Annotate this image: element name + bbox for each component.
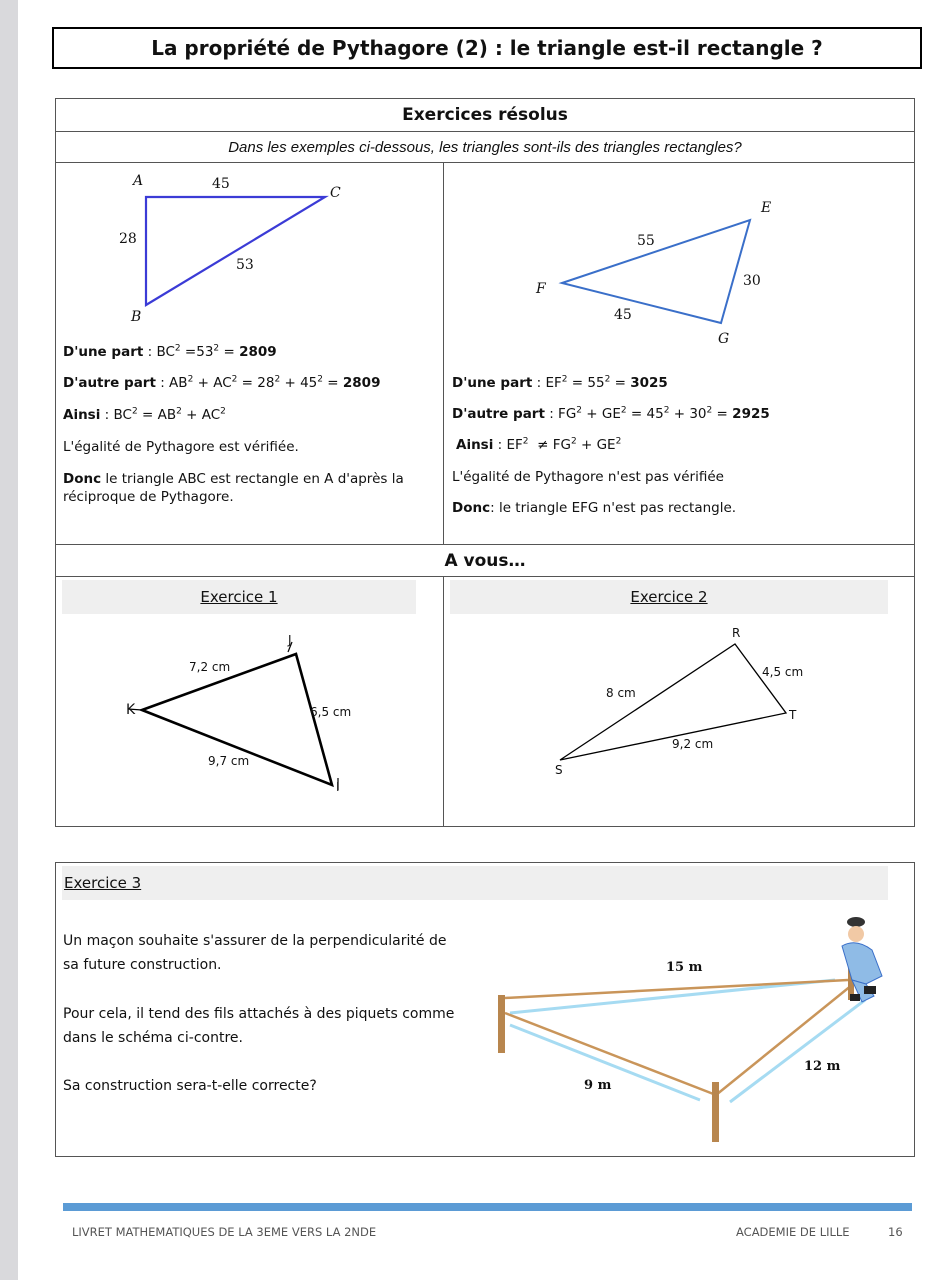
label-F: F — [536, 281, 546, 297]
arrow-15m — [510, 980, 835, 1013]
footer-right: ACADEMIE DE LILLE — [736, 1225, 850, 1239]
label-sr: 8 cm — [606, 686, 636, 700]
ex3-paragraph-1: Un maçon souhaite s'assurer de la perpendicularité de sa future construction. — [63, 933, 447, 973]
label-12m: 12 m — [804, 1059, 841, 1074]
label-ac: 45 — [212, 176, 230, 192]
rope-12m — [716, 985, 852, 1095]
exercise-1-title: Exercice 1 — [62, 580, 416, 614]
left-line-4: L'égalité de Pythagore est vérifiée. — [63, 439, 299, 455]
label-eg: 30 — [743, 273, 761, 289]
label-G: G — [718, 331, 730, 347]
page-number: 16 — [888, 1225, 903, 1239]
label-A: A — [133, 173, 144, 189]
exercise-2-title: Exercice 2 — [450, 580, 888, 614]
label-9m: 9 m — [584, 1078, 612, 1093]
mason-illustration — [490, 910, 900, 1150]
label-K: K — [126, 702, 136, 718]
label-R: R — [732, 626, 741, 640]
label-ki: 9,7 cm — [208, 754, 250, 768]
left-line-2: D'autre part : $AB^2 + AC^2 = 28^2 + 45^2 = 2809$ — [63, 374, 381, 391]
label-rt: 4,5 cm — [762, 665, 804, 679]
label-kj: 7,2 cm — [189, 660, 231, 674]
label-E: E — [761, 200, 772, 216]
label-st: 9,2 cm — [672, 737, 714, 751]
solved-header: Exercices résolus — [55, 98, 915, 131]
right-line-5: Donc: le triangle EFG n'est pas rectangle. — [452, 500, 737, 516]
triangle-jki-figure — [120, 640, 350, 800]
exercise-3-title: Exercice 3 — [62, 866, 888, 900]
right-line-4: L'égalité de Pythagore n'est pas vérifiée — [452, 469, 724, 485]
triangle-efg-figure — [540, 200, 780, 340]
stake-left — [498, 995, 505, 1053]
label-S: S — [555, 763, 563, 777]
label-ji: 6,5 cm — [310, 705, 352, 719]
label-T: T — [789, 708, 797, 722]
left-line-5: Donc le triangle ABC est rectangle en A d'après la réciproque de Pythagore. — [63, 471, 404, 505]
ex3-paragraph-3: Sa construction sera-t-elle correcte? — [63, 1078, 317, 1094]
triangle-efg — [562, 220, 750, 323]
triangle-abc-figure — [100, 170, 360, 330]
label-ab: 28 — [119, 231, 137, 247]
left-line-3: Ainsi : $BC^2 = AB^2 + AC^2$ — [63, 406, 226, 423]
page-title: La propriété de Pythagore (2) : le triangle est-il rectangle ? — [52, 27, 922, 69]
label-bc: 53 — [236, 257, 254, 273]
arrow-12m — [730, 1000, 865, 1102]
label-I: I — [336, 780, 340, 794]
footer-bar — [63, 1203, 912, 1211]
label-B: B — [131, 309, 142, 325]
label-J: J — [288, 633, 292, 647]
ex3-paragraph-2: Pour cela, il tend des fils attachés à des piquets comme dans le schéma ci-contre. — [63, 1006, 455, 1046]
right-line-3: Ainsi : $EF^2 \ne FG^2 + GE^2$ — [456, 436, 622, 453]
left-line-1: D'une part : $BC^2 =53^2 = 2809$ — [63, 343, 277, 360]
solved-question: Dans les exemples ci-dessous, les triangles sont-ils des triangles rectangles? — [55, 131, 915, 162]
right-line-1: D'une part : $EF^2 = 55^2 = 3025$ — [452, 374, 668, 391]
footer-left: LIVRET MATHEMATIQUES DE LA 3EME VERS LA 2NDE — [72, 1225, 377, 1239]
stake-bottom — [712, 1082, 719, 1142]
practice-header: A vous… — [55, 544, 915, 576]
label-C: C — [330, 185, 341, 201]
label-15m: 15 m — [666, 960, 703, 975]
label-ef: 55 — [637, 233, 655, 249]
label-fg: 45 — [614, 307, 632, 323]
right-line-2: D'autre part : $FG^2 + GE^2 = 45^2 + 30^2 = 2925$ — [452, 405, 770, 422]
triangle-abc — [146, 197, 325, 305]
